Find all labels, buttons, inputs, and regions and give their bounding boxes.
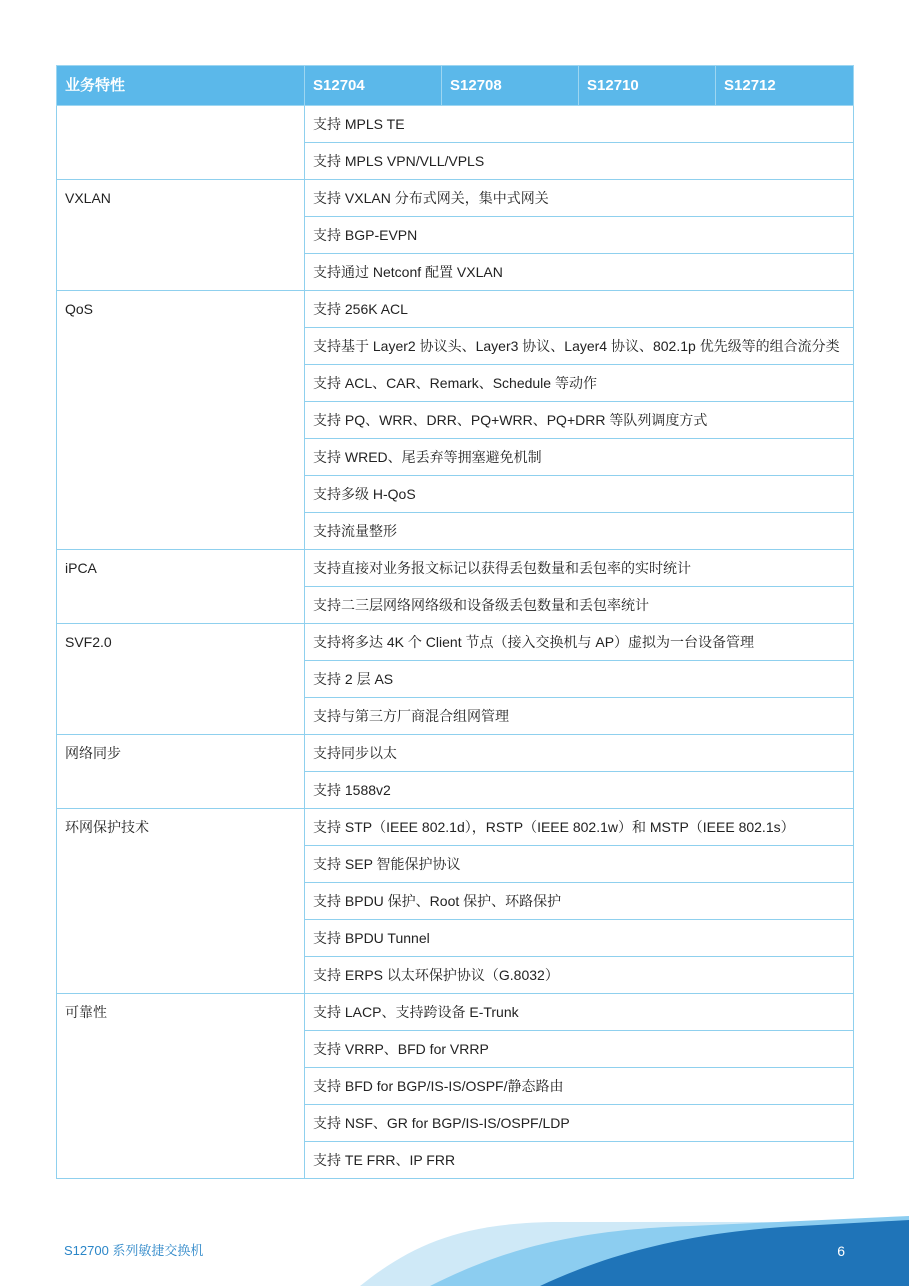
feature-cell: 支持直接对业务报文标记以获得丢包数量和丢包率的实时统计 — [305, 550, 854, 587]
feature-cell: 支持 TE FRR、IP FRR — [305, 1142, 854, 1179]
feature-cell: 支持 BPDU Tunnel — [305, 920, 854, 957]
spec-table — [56, 65, 854, 1179]
feature-cell: 支持 VXLAN 分布式网关，集中式网关 — [305, 180, 854, 217]
table-row — [57, 550, 854, 587]
table-row — [57, 624, 854, 661]
header-s12710: S12710 — [579, 66, 716, 106]
footer-title: S12700 系列敏捷交换机 — [64, 1243, 204, 1258]
category-cell: 可靠性 — [57, 994, 305, 1179]
header-s12712: S12712 — [716, 66, 854, 106]
table-body — [57, 106, 854, 1179]
feature-cell: 支持 2 层 AS — [305, 661, 854, 698]
feature-cell: 支持二三层网络网络级和设备级丢包数量和丢包率统计 — [305, 587, 854, 624]
table-row — [57, 291, 854, 328]
header-s12708: S12708 — [442, 66, 579, 106]
table-row — [57, 180, 854, 217]
table-row — [57, 809, 854, 846]
category-cell: VXLAN — [57, 180, 305, 291]
feature-cell: 支持基于 Layer2 协议头、Layer3 协议、Layer4 协议、802.1p 优先级等的组合流分类 — [305, 328, 854, 365]
category-cell: iPCA — [57, 550, 305, 624]
feature-cell: 支持与第三方厂商混合组网管理 — [305, 698, 854, 735]
table-row — [57, 106, 854, 143]
category-cell: SVF2.0 — [57, 624, 305, 735]
feature-cell: 支持 VRRP、BFD for VRRP — [305, 1031, 854, 1068]
header-s12704: S12704 — [305, 66, 442, 106]
feature-cell: 支持多级 H-QoS — [305, 476, 854, 513]
table-header-row — [57, 66, 854, 106]
feature-cell: 支持 LACP、支持跨设备 E-Trunk — [305, 994, 854, 1031]
feature-cell: 支持 SEP 智能保护协议 — [305, 846, 854, 883]
feature-cell: 支持通过 Netconf 配置 VXLAN — [305, 254, 854, 291]
feature-cell: 支持将多达 4K 个 Client 节点（接入交换机与 AP）虚拟为一台设备管理 — [305, 624, 854, 661]
feature-cell: 支持 BGP-EVPN — [305, 217, 854, 254]
feature-cell: 支持 WRED、尾丢弃等拥塞避免机制 — [305, 439, 854, 476]
table-row — [57, 735, 854, 772]
feature-cell: 支持 BPDU 保护、Root 保护、环路保护 — [305, 883, 854, 920]
feature-cell: 支持 MPLS TE — [305, 106, 854, 143]
category-cell: 环网保护技术 — [57, 809, 305, 994]
feature-cell: 支持 256K ACL — [305, 291, 854, 328]
page-number: 6 — [837, 1243, 845, 1259]
table-row — [57, 994, 854, 1031]
feature-cell: 支持 STP（IEEE 802.1d），RSTP（IEEE 802.1w）和 MSTP（IEEE 802.1s） — [305, 809, 854, 846]
feature-cell: 支持 ACL、CAR、Remark、Schedule 等动作 — [305, 365, 854, 402]
feature-cell: 支持 MPLS VPN/VLL/VPLS — [305, 143, 854, 180]
header-feature: 业务特性 — [57, 66, 305, 106]
feature-cell: 支持 1588v2 — [305, 772, 854, 809]
feature-cell: 支持同步以太 — [305, 735, 854, 772]
category-cell: 网络同步 — [57, 735, 305, 809]
category-cell: QoS — [57, 291, 305, 550]
feature-cell: 支持 ERPS 以太环保护协议（G.8032） — [305, 957, 854, 994]
feature-cell: 支持 BFD for BGP/IS-IS/OSPF/静态路由 — [305, 1068, 854, 1105]
feature-cell: 支持流量整形 — [305, 513, 854, 550]
category-cell — [57, 106, 305, 180]
feature-cell: 支持 NSF、GR for BGP/IS-IS/OSPF/LDP — [305, 1105, 854, 1142]
feature-cell: 支持 PQ、WRR、DRR、PQ+WRR、PQ+DRR 等队列调度方式 — [305, 402, 854, 439]
